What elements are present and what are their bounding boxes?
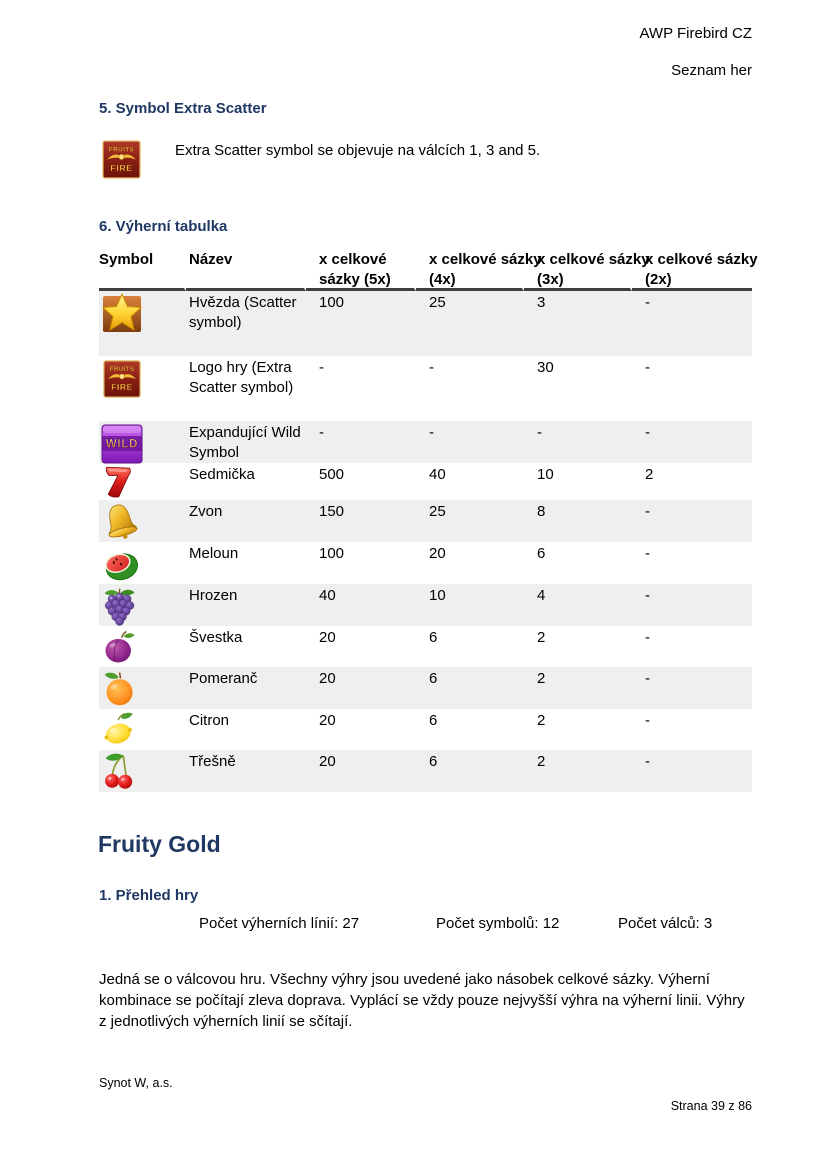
symbol-name-cell: Zvon bbox=[189, 503, 223, 520]
symbol-name-cell: Hrozen bbox=[189, 587, 238, 604]
value-cell: - bbox=[429, 359, 434, 376]
svg-text:FRUITS: FRUITS bbox=[109, 366, 135, 373]
symbol-name-cell: Švestka bbox=[189, 629, 243, 646]
value-cell: 6 bbox=[429, 753, 438, 770]
value-cell: - bbox=[645, 503, 650, 520]
footer-company: Synot W, a.s. bbox=[99, 1076, 173, 1090]
value-cell: - bbox=[645, 545, 650, 562]
value-cell: - bbox=[645, 712, 650, 729]
column-header-1: Název bbox=[186, 250, 306, 291]
column-header-4: x celkové sázky (3x) bbox=[524, 250, 632, 291]
table-row bbox=[99, 626, 752, 667]
stat-reels: Počet válců: 3 bbox=[618, 915, 713, 932]
column-header-2: x celkové sázky (5x) bbox=[306, 250, 416, 291]
document-header bbox=[639, 26, 752, 78]
value-cell: - bbox=[645, 753, 650, 770]
table-row bbox=[99, 291, 752, 356]
value-cell: 4 bbox=[537, 587, 546, 604]
symbol-cell bbox=[99, 291, 186, 356]
value-cell: - bbox=[319, 424, 324, 441]
value-cell: 10 bbox=[537, 466, 554, 483]
symbol-name-cell: Citron bbox=[189, 712, 230, 729]
value-cell: 20 bbox=[319, 670, 336, 687]
value-cell: 500 bbox=[319, 466, 345, 483]
value-cell: 100 bbox=[319, 294, 345, 311]
value-cell: 20 bbox=[319, 712, 336, 729]
value-cell: 25 bbox=[429, 294, 446, 311]
paytable-body bbox=[99, 291, 752, 792]
symbol-name-cell: Pomeranč bbox=[189, 670, 258, 687]
paytable-header bbox=[99, 250, 758, 291]
symbol-name-cell: Sedmička bbox=[189, 466, 255, 483]
footer-page-number: Strana 39 z 86 bbox=[670, 1099, 752, 1113]
table-row bbox=[99, 500, 752, 542]
game-stats bbox=[0, 915, 827, 935]
symbol-cell bbox=[99, 500, 186, 542]
table-row bbox=[99, 421, 752, 463]
table-row bbox=[99, 463, 752, 500]
fruits-on-fire-logo-icon bbox=[99, 137, 144, 182]
value-cell: - bbox=[645, 424, 650, 441]
doc-title: AWP Firebird CZ bbox=[639, 25, 752, 42]
value-cell: - bbox=[645, 294, 650, 311]
table-row bbox=[99, 709, 752, 750]
symbol-cell bbox=[99, 421, 186, 463]
symbol-cell bbox=[99, 463, 186, 500]
table-row bbox=[99, 750, 752, 792]
bell-icon bbox=[100, 501, 186, 546]
symbol-name-cell: Třešně bbox=[189, 753, 236, 770]
value-cell: 6 bbox=[429, 670, 438, 687]
svg-text:FIRE: FIRE bbox=[110, 162, 133, 173]
value-cell: 6 bbox=[429, 629, 438, 646]
svg-text:FRUITS: FRUITS bbox=[108, 146, 135, 154]
symbol-name-cell: Meloun bbox=[189, 545, 239, 562]
value-cell: 25 bbox=[429, 503, 446, 520]
star-icon bbox=[100, 292, 186, 340]
svg-text:FIRE: FIRE bbox=[111, 382, 133, 392]
overview-paragraph: Jedná se o válcovou hru. Všechny výhry jsou uvedené jako násobek celkové sázky. Výherní kombinace se počítají zleva doprava. Vyplácí se vždy pouze nejvyšší výhra na výherní linii. Výhry z jednotlivých výherních linií se sčítají. bbox=[99, 971, 745, 1030]
extra-scatter-text: Extra Scatter symbol se objevuje na válcích 1, 3 and 5. bbox=[175, 142, 541, 159]
value-cell: 2 bbox=[537, 629, 546, 646]
value-cell: - bbox=[429, 424, 434, 441]
value-cell: 20 bbox=[429, 545, 446, 562]
fruits-on-fire-logo-icon bbox=[100, 357, 186, 405]
value-cell: 10 bbox=[429, 587, 446, 604]
table-row bbox=[99, 584, 752, 626]
symbol-cell bbox=[99, 584, 186, 626]
stat-symbols: Počet symbolů: 12 bbox=[436, 915, 560, 932]
table-row bbox=[99, 542, 752, 584]
watermelon-icon bbox=[100, 543, 186, 588]
seven-icon bbox=[100, 464, 186, 504]
value-cell: 150 bbox=[319, 503, 345, 520]
value-cell: - bbox=[645, 359, 650, 376]
symbol-cell bbox=[99, 356, 186, 421]
value-cell: 8 bbox=[537, 503, 546, 520]
cherries-icon bbox=[100, 751, 186, 796]
value-cell: 40 bbox=[429, 466, 446, 483]
symbol-name-cell: Hvězda (Scatter symbol) bbox=[189, 294, 297, 331]
stat-paylines: Počet výherních línií: 27 bbox=[199, 915, 360, 932]
value-cell: 20 bbox=[319, 629, 336, 646]
value-cell: 2 bbox=[537, 670, 546, 687]
svg-text:WILD: WILD bbox=[105, 438, 139, 451]
value-cell: 20 bbox=[319, 753, 336, 770]
symbol-cell bbox=[99, 626, 186, 667]
table-row bbox=[99, 667, 752, 709]
grapes-icon bbox=[100, 585, 186, 630]
symbol-cell bbox=[99, 709, 186, 750]
value-cell: 40 bbox=[319, 587, 336, 604]
table-row bbox=[99, 356, 752, 421]
value-cell: 6 bbox=[429, 712, 438, 729]
overview-heading: 1. Přehled hry bbox=[99, 887, 199, 904]
section6-heading: 6. Výherní tabulka bbox=[99, 218, 228, 235]
value-cell: - bbox=[645, 587, 650, 604]
doc-subtitle: Seznam her bbox=[671, 62, 752, 79]
column-header-3: x celkové sázky (4x) bbox=[416, 250, 524, 291]
column-header-5: x celkové sázky (2x) bbox=[632, 250, 752, 291]
value-cell: - bbox=[537, 424, 542, 441]
symbol-cell bbox=[99, 542, 186, 584]
section5-heading: 5. Symbol Extra Scatter bbox=[99, 100, 267, 117]
column-header-0: Symbol bbox=[99, 250, 186, 291]
value-cell: - bbox=[319, 359, 324, 376]
orange-icon bbox=[100, 668, 186, 713]
symbol-name-cell: Expandující Wild Symbol bbox=[189, 424, 301, 461]
symbol-name-cell: Logo hry (Extra Scatter symbol) bbox=[189, 359, 294, 396]
game-title: Fruity Gold bbox=[98, 831, 221, 857]
value-cell: 2 bbox=[645, 466, 654, 483]
symbol-cell bbox=[99, 667, 186, 709]
value-cell: - bbox=[645, 670, 650, 687]
value-cell: 2 bbox=[537, 753, 546, 770]
value-cell: 30 bbox=[537, 359, 554, 376]
plum-icon bbox=[100, 627, 186, 671]
value-cell: 6 bbox=[537, 545, 546, 562]
value-cell: 100 bbox=[319, 545, 345, 562]
value-cell: 2 bbox=[537, 712, 546, 729]
symbol-cell bbox=[99, 750, 186, 792]
lemon-icon bbox=[100, 710, 186, 754]
value-cell: 3 bbox=[537, 294, 546, 311]
extra-scatter-block bbox=[99, 137, 540, 182]
paytable bbox=[99, 250, 758, 792]
value-cell: - bbox=[645, 629, 650, 646]
